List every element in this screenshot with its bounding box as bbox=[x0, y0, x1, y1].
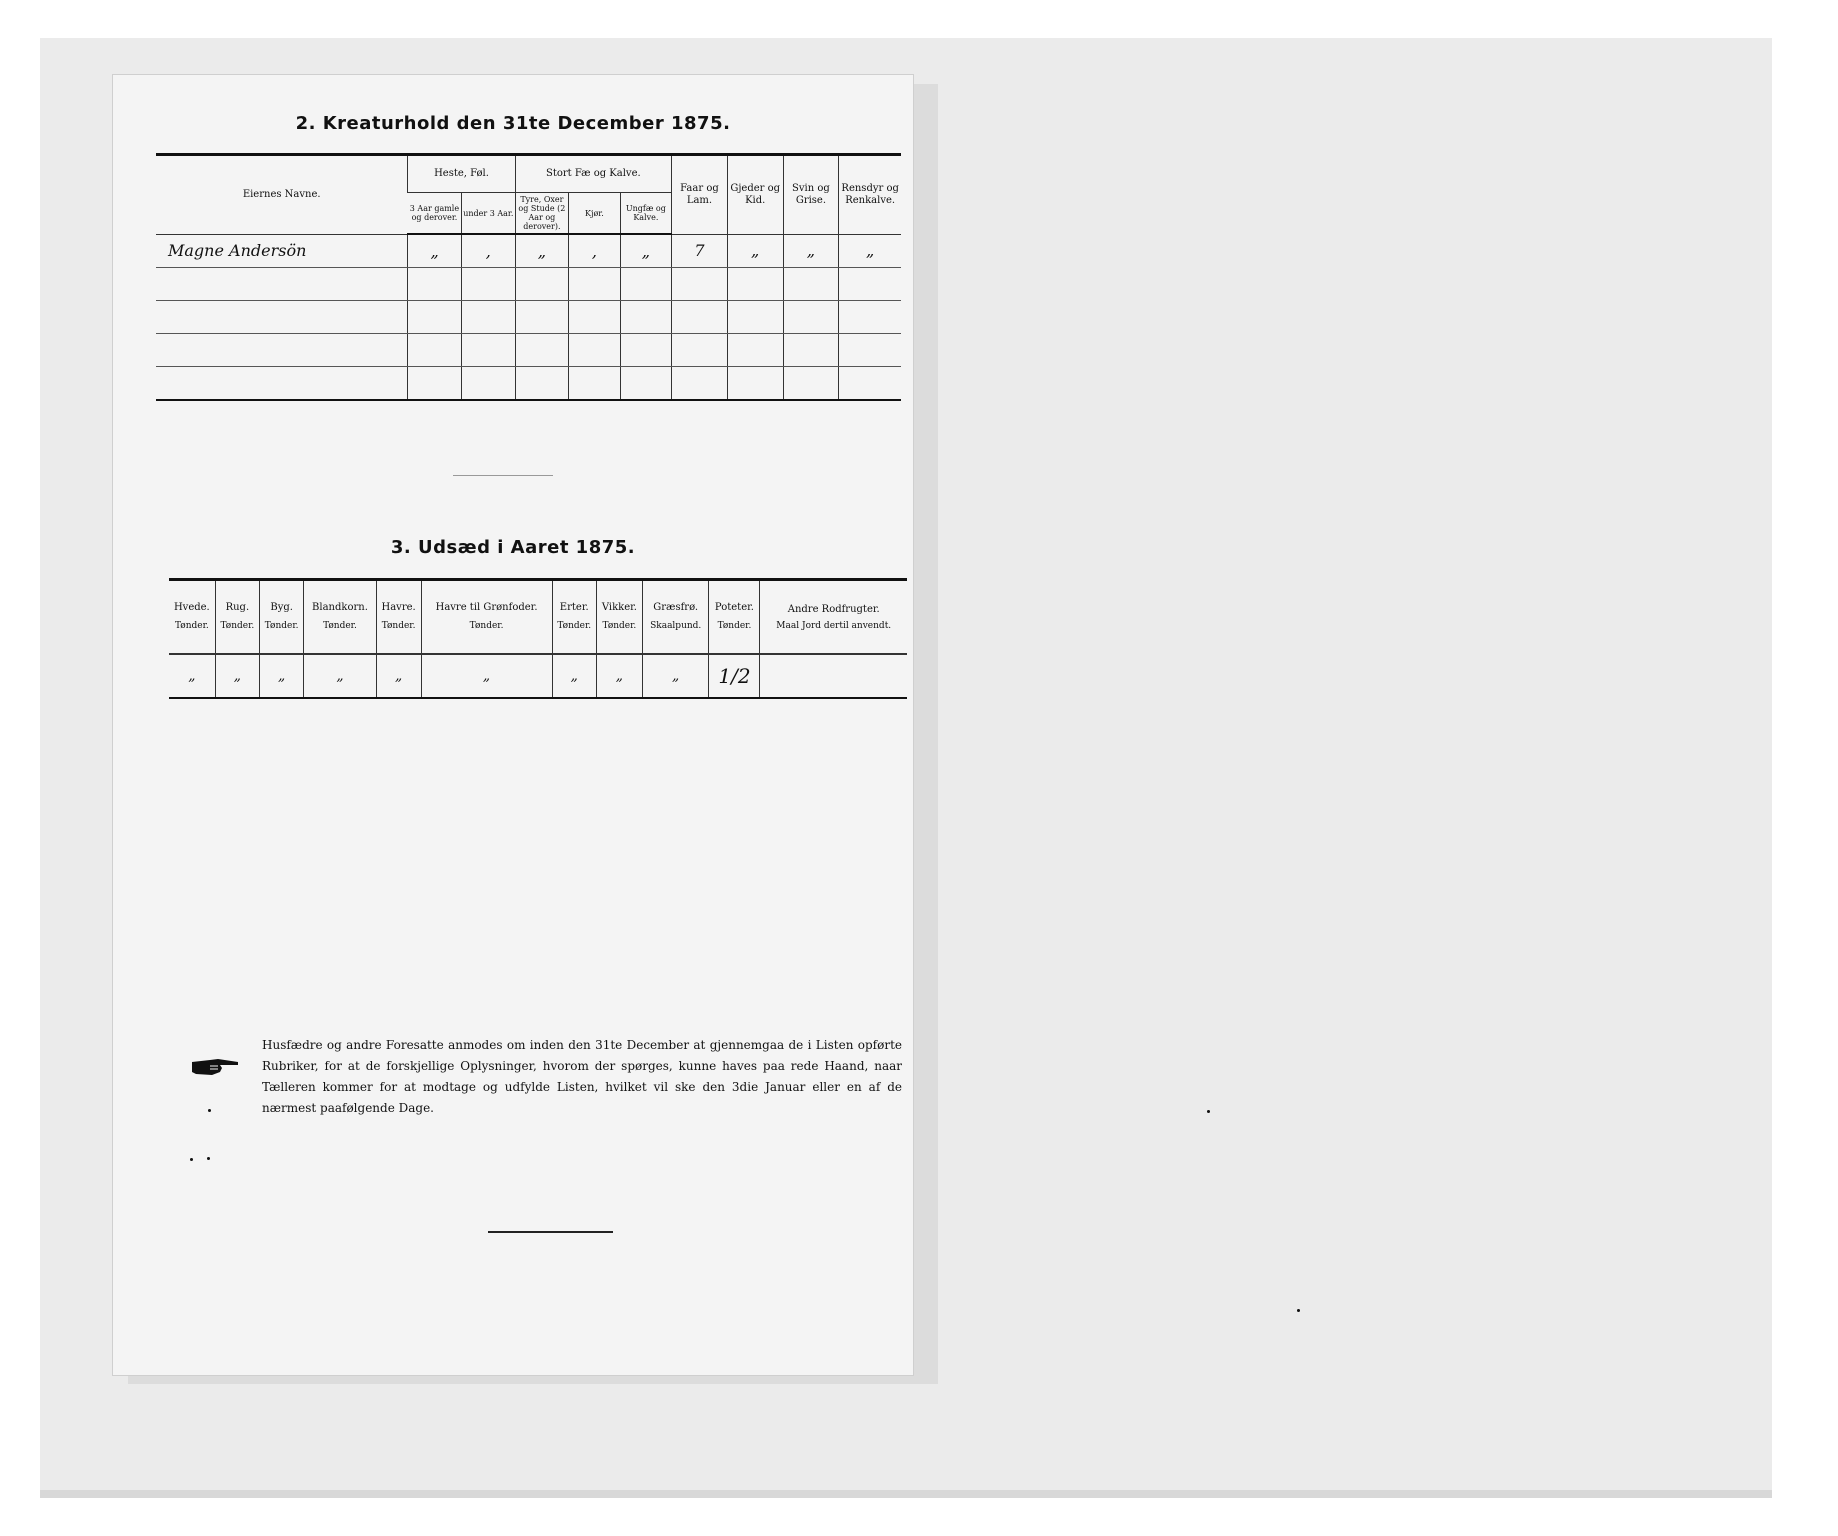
table-cell: „ bbox=[839, 234, 901, 268]
svin-header: Svin og Grise. bbox=[783, 155, 839, 235]
table-row bbox=[156, 367, 901, 401]
table-cell: „ bbox=[260, 654, 304, 698]
heste-group-header: Heste, Føl. bbox=[408, 155, 515, 193]
havre-gronfoder-header: Havre til Grønfoder. Tønder. bbox=[421, 580, 552, 655]
hvede-header: Hvede. Tønder. bbox=[169, 580, 215, 655]
table-cell: 7 bbox=[672, 234, 728, 268]
ungfae-header: Ungfæ og Kalve. bbox=[620, 193, 671, 235]
byg-header: Byg. Tønder. bbox=[260, 580, 304, 655]
table-cell: „ bbox=[642, 654, 709, 698]
section3-title: 3. Udsæd i Aaret 1875. bbox=[390, 537, 636, 558]
seed-table bbox=[169, 578, 907, 699]
section2-title: 2. Kreaturhold den 31te December 1875. bbox=[295, 113, 731, 134]
table-cell bbox=[760, 654, 907, 698]
rensdyr-header: Rensdyr og Renkalve. bbox=[839, 155, 901, 235]
divider bbox=[488, 1231, 613, 1233]
heste-old-header: 3 Aar gamle og derover. bbox=[408, 193, 462, 235]
tyre-header: Tyre, Oxer og Stude (2 Aar og derover). bbox=[515, 193, 569, 235]
kjor-header: Kjør. bbox=[569, 193, 620, 235]
divider bbox=[453, 475, 553, 476]
blandkorn-header: Blandkorn. Tønder. bbox=[304, 580, 376, 655]
erter-header: Erter. Tønder. bbox=[552, 580, 596, 655]
gjeder-header: Gjeder og Kid. bbox=[727, 155, 783, 235]
table-cell: „ bbox=[596, 654, 642, 698]
vikker-header: Vikker. Tønder. bbox=[596, 580, 642, 655]
table-row bbox=[156, 301, 901, 334]
table-cell: „ bbox=[620, 234, 671, 268]
livestock-table bbox=[156, 153, 901, 401]
table-cell: 1/2 bbox=[709, 654, 760, 698]
ink-mark bbox=[190, 1158, 193, 1161]
table-row bbox=[156, 234, 901, 268]
table-cell: „ bbox=[421, 654, 552, 698]
table-cell: „ bbox=[376, 654, 421, 698]
table-cell: „ bbox=[408, 234, 462, 268]
poteter-header: Poteter. Tønder. bbox=[709, 580, 760, 655]
stortfae-group-header: Stort Fæ og Kalve. bbox=[515, 155, 672, 193]
faar-header: Faar og Lam. bbox=[672, 155, 728, 235]
table-cell: , bbox=[462, 234, 516, 268]
ink-mark bbox=[207, 1157, 210, 1160]
scan-edge bbox=[40, 1490, 1772, 1498]
table-cell: „ bbox=[552, 654, 596, 698]
table-row bbox=[169, 654, 907, 698]
pointing-hand-icon bbox=[190, 1056, 242, 1078]
andre-rodfrugter-header: Andre Rodfrugter. Maal Jord dertil anvendt. bbox=[760, 580, 907, 655]
table-cell: „ bbox=[783, 234, 839, 268]
instructions-notice: Husfædre og andre Foresatte anmodes om inden den 31te December at gjennemgaa de i Listen opførte Rubriker, for at de forskjellige Oplysninger, hvorom der spørges, kunne haves paa rede Haand, naar Tælleren kommer for at modtage og udfylde Listen, hvilket vil ske den 3die Januar eller en af de nærmest paafølgende Dage. bbox=[262, 1038, 902, 1115]
table-cell: , bbox=[569, 234, 620, 268]
ink-mark bbox=[208, 1109, 211, 1112]
heste-young-header: under 3 Aar. bbox=[462, 193, 516, 235]
rug-header: Rug. Tønder. bbox=[215, 580, 259, 655]
table-cell: „ bbox=[304, 654, 376, 698]
owner-name-cell: Magne Andersön bbox=[156, 234, 408, 268]
table-cell: „ bbox=[215, 654, 259, 698]
census-form-page bbox=[112, 74, 914, 1376]
table-row bbox=[156, 334, 901, 367]
table-cell: „ bbox=[188, 668, 196, 684]
owner-column-header: Eiernes Navne. bbox=[156, 155, 408, 235]
havre-header: Havre. Tønder. bbox=[376, 580, 421, 655]
table-cell: „ bbox=[515, 234, 569, 268]
table-row bbox=[156, 268, 901, 301]
table-cell: „ bbox=[727, 234, 783, 268]
graesfro-header: Græsfrø. Skaalpund. bbox=[642, 580, 709, 655]
ink-mark bbox=[1207, 1110, 1210, 1113]
ink-mark bbox=[1297, 1309, 1300, 1312]
